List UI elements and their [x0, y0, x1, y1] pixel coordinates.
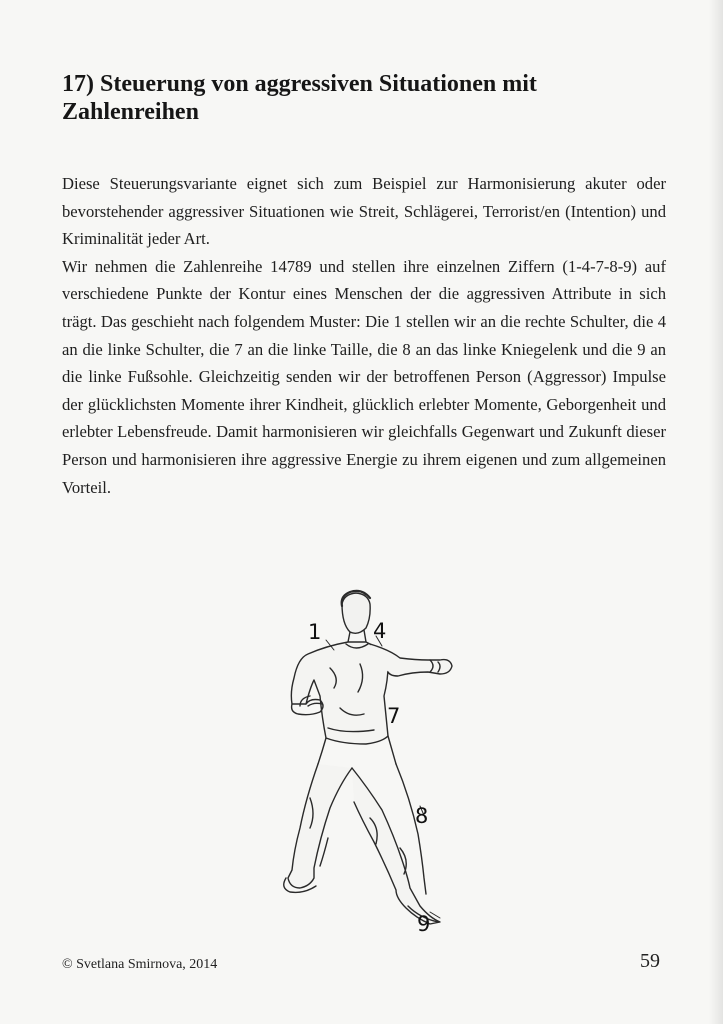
- person-illustration: [270, 588, 470, 948]
- section-title: 17) Steuerung von aggressiven Situationen mit Zahlenreihen: [62, 71, 537, 125]
- paragraph-intro: Diese Steuerungsvariante eignet sich zum Beispiel zur Harmonisierung akuter oder bevorstehender aggressiver Situationen wie Streit, Schlägerei, Terrorist/en (Intention) und Kriminalität jeder Art.: [62, 174, 666, 249]
- copyright-notice: © Svetlana Smirnova, 2014: [62, 957, 218, 972]
- label-left-knee: 8: [415, 804, 429, 828]
- body-text: [62, 170, 666, 501]
- fighting-stance-sketch: [270, 588, 470, 948]
- paragraph-method: Wir nehmen die Zahlenreihe 14789 und stellen ihre einzelnen Ziffern (1-4-7-8-9) auf verschiedene Punkte der Kontur eines Menschen der die aggressiven Attribute in sich trägt. Das geschieht nach folgendem Muster: Die 1 stellen wir an die rechte Schulter, die 4 an die linke Schulter, die 7 an die linke Taille, die 8 an das linke Kniegelenk und die 9 an die linke Fußsohle. Gleichzeitig senden wir der betroffenen Person (Aggressor) Impulse der glücklichsten Momente ihrer Kindheit, glücklich erlebter Momente, Geborgenheit und erlebter Lebensfreude. Damit harmonisieren wir gleichfalls Gegenwart und Zukunft dieser Person und harmonisieren ihre aggressive Energie zu ihrem eigenen und zum allgemeinen Vorteil.: [62, 256, 666, 497]
- label-right-shoulder: 1: [308, 620, 322, 644]
- label-left-shoulder: 4: [373, 619, 387, 643]
- page-edge-shadow: [709, 0, 723, 1024]
- label-left-waist: 7: [387, 704, 401, 728]
- label-left-sole: 9: [417, 912, 431, 936]
- page-number: 59: [640, 950, 660, 972]
